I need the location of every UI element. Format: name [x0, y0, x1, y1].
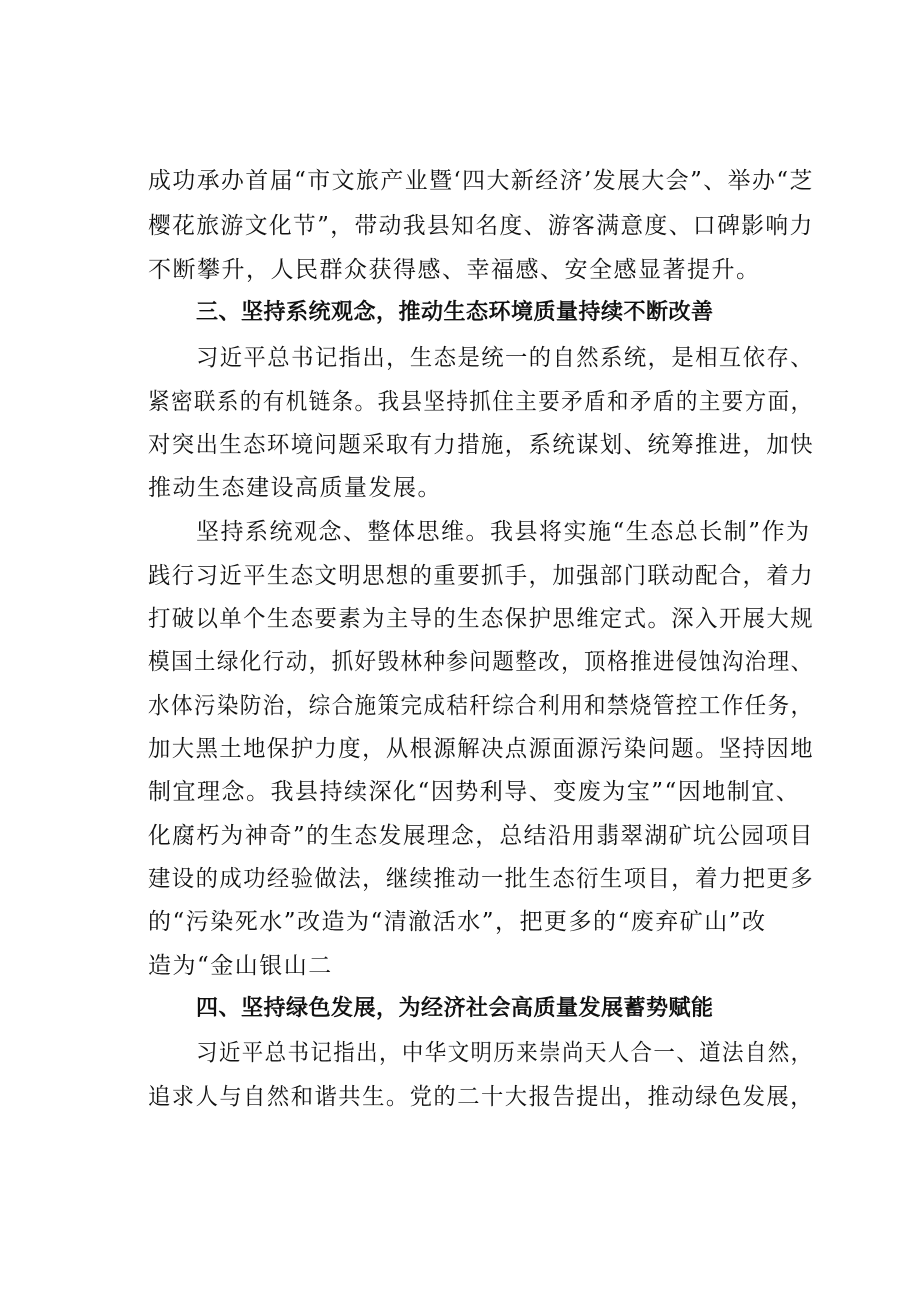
- paragraph-line: 建设的成功经验做法，继续推动一批生态衍生项目，着力把更多: [148, 866, 814, 892]
- section-heading-4: 四、坚持绿色发展，为经济社会高质量发展蓄势赋能: [196, 996, 714, 1021]
- paragraph-line: 习近平总书记指出，生态是统一的自然系统，是相互依存、: [196, 345, 814, 371]
- paragraph-line: 追求人与自然和谐共生。党的二十大报告提出，推动绿色发展，: [148, 1084, 814, 1110]
- paragraph-line: 樱花旅游文化节”，带动我县知名度、游客满意度、口碑影响力: [148, 213, 814, 239]
- paragraph-line: 造为“金山银山二: [148, 953, 333, 979]
- paragraph-line: 推动生态建设高质量发展。: [148, 475, 442, 501]
- paragraph-line: 坚持系统观念、整体思维。我县将实施“生态总长制”作为: [196, 519, 811, 545]
- paragraph-line: 加大黑土地保护力度，从根源解决点源面源污染问题。坚持因地: [148, 736, 814, 762]
- paragraph-line: 践行习近平生态文明思想的重要抓手，加强部门联动配合，着力: [148, 563, 814, 589]
- paragraph-line: 的“污染死水”改造为“清澈活水”，把更多的“废弃矿山”改: [148, 909, 767, 935]
- paragraph-line: 成功承办首届“市文旅产业暨‘四大新经济’发展大会”、举办“芝: [148, 168, 814, 194]
- paragraph-line: 制宜理念。我县持续深化“因势利导、变废为宝”“因地制宜、: [148, 779, 801, 805]
- paragraph-line: 紧密联系的有机链条。我县坚持抓住主要矛盾和矛盾的主要方面，: [148, 389, 814, 415]
- paragraph-line: 习近平总书记指出，中华文明历来崇尚天人合一、道法自然，: [196, 1040, 814, 1066]
- paragraph-line: 水体污染防治，综合施策完成秸秆综合利用和禁烧管控工作任务，: [148, 693, 814, 719]
- paragraph-line: 不断攀升，人民群众获得感、幸福感、安全感显著提升。: [148, 257, 761, 283]
- paragraph-line: 化腐朽为神奇”的生态发展理念，总结沿用翡翠湖矿坑公园项目: [148, 823, 814, 849]
- paragraph-line: 对突出生态环境问题采取有力措施，系统谋划、统筹推进，加快: [148, 432, 814, 458]
- section-heading-3: 三、坚持系统观念，推动生态环境质量持续不断改善: [196, 300, 714, 325]
- paragraph-line: 模国土绿化行动，抓好毁林种参问题整改，顶格推进侵蚀沟治理、: [148, 649, 814, 675]
- paragraph-line: 打破以单个生态要素为主导的生态保护思维定式。深入开展大规: [148, 606, 814, 632]
